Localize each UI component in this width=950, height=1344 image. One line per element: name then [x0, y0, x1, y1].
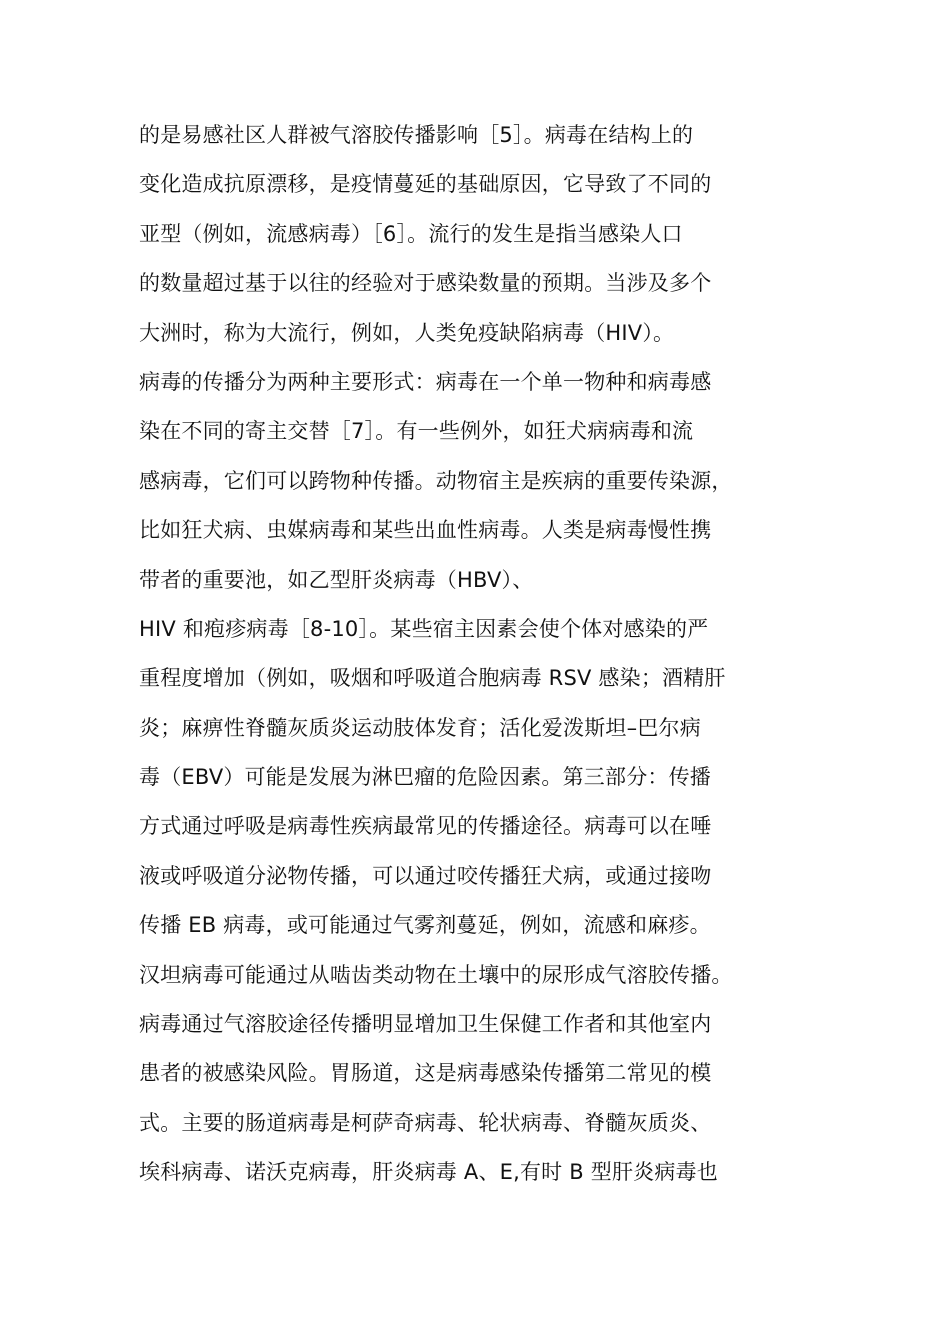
text-line: HIV 和疱疹病毒［8-10］。某些宿主因素会使个体对感染的严: [139, 616, 709, 641]
text-line: 汉坦病毒可能通过从啮齿类动物在土壤中的尿形成气溶胶传播。: [139, 962, 733, 987]
text-line: 液或呼吸道分泌物传播，可以通过咬传播狂犬病，或通过接吻: [139, 863, 712, 888]
text-line: 大洲时，称为大流行，例如，人类免疫缺陷病毒（HIV）。: [139, 320, 675, 345]
text-line: 感病毒，它们可以跨物种传播。动物宿主是疾病的重要传染源，: [139, 468, 733, 493]
text-line: 的数量超过基于以往的经验对于感染数量的预期。当涉及多个: [139, 271, 712, 296]
text-line: 的是易感社区人群被气溶胶传播影响［5］。病毒在结构上的: [139, 123, 694, 147]
text-line: 比如狂犬病、虫媒病毒和某些出血性病毒。人类是病毒慢性携: [139, 518, 712, 543]
text-line: 毒（EBV）可能是发展为淋巴瘤的危险因素。第三部分：传播: [139, 765, 711, 790]
text-line: 病毒的传播分为两种主要形式：病毒在一个单一物种和病毒感: [139, 369, 712, 394]
text-line: 带者的重要池，如乙型肝炎病毒（HBV）、: [139, 567, 534, 592]
text-line: 方式通过呼吸是病毒性疾病最常见的传播途径。病毒可以在唾: [139, 814, 712, 839]
text-line: 重程度增加（例如，吸烟和呼吸道合胞病毒 RSV 感染；酒精肝: [139, 666, 726, 691]
text-line: 病毒通过气溶胶途径传播明显增加卫生保健工作者和其他室内: [139, 1012, 712, 1037]
text-line: 变化造成抗原漂移，是疫情蔓延的基础原因，它导致了不同的: [139, 172, 712, 197]
document-body-text: [139, 111, 829, 1198]
text-line: 传播 EB 病毒，或可能通过气雾剂蔓延，例如，流感和麻疹。: [139, 913, 711, 938]
text-line: 染在不同的寄主交替［7］。有一些例外，如狂犬病病毒和流: [139, 419, 694, 444]
text-line: 亚型（例如，流感病毒）［6］。流行的发生是指当感染人口: [139, 221, 683, 246]
text-line: 式。主要的肠道病毒是柯萨奇病毒、轮状病毒、脊髓灰质炎、: [139, 1110, 712, 1135]
text-line: 炎；麻痹性脊髓灰质炎运动肢体发育；活化爱泼斯坦–巴尔病: [139, 715, 701, 740]
text-line: 患者的被感染风险。胃肠道，这是病毒感染传播第二常见的模: [139, 1061, 712, 1086]
text-line: 埃科病毒、诺沃克病毒，肝炎病毒 A、E,有时 B 型肝炎病毒也: [139, 1160, 718, 1185]
